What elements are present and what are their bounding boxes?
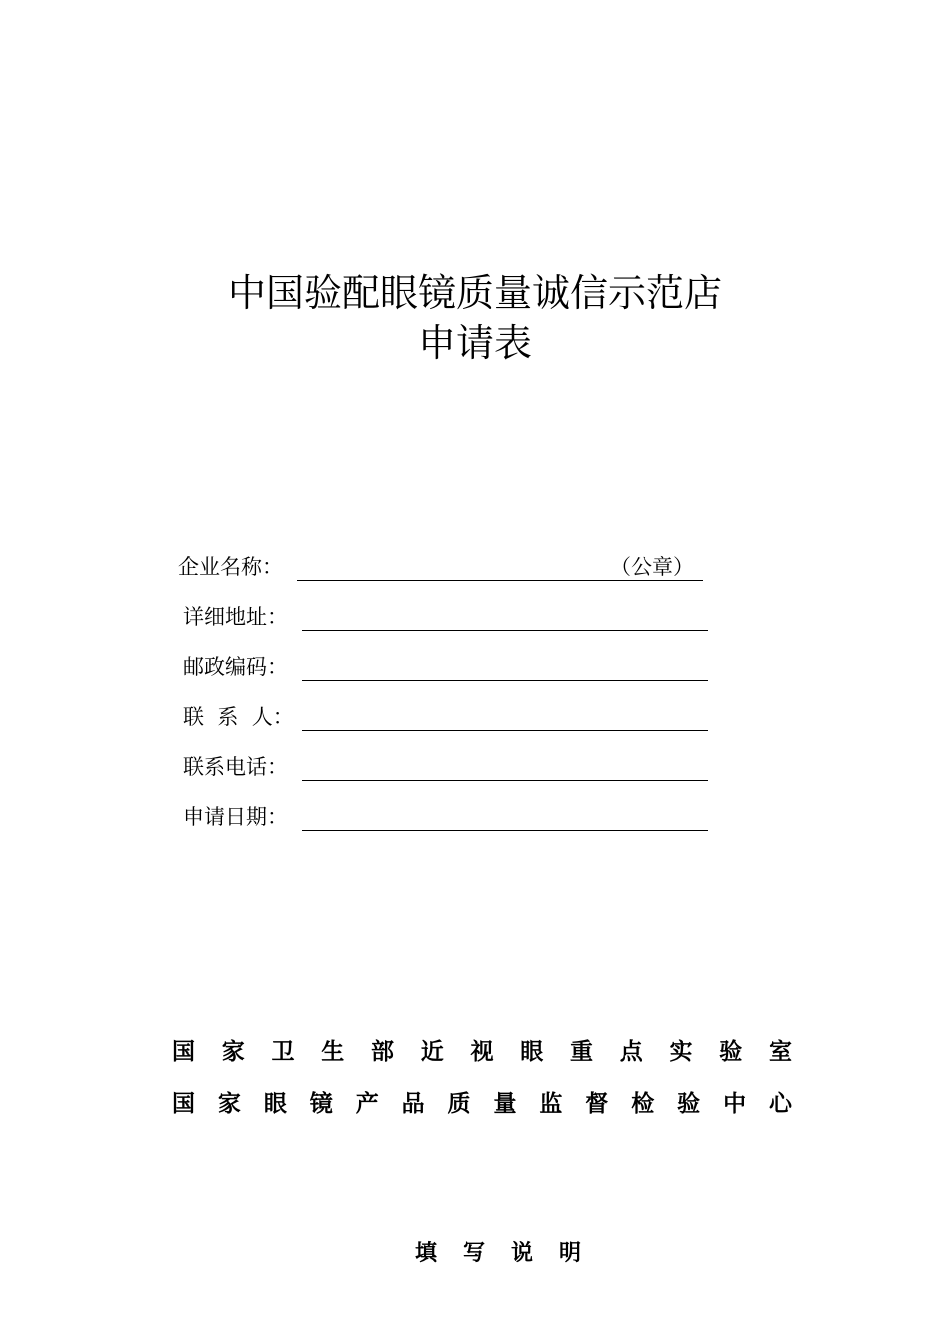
organization-line-1-char: 点 xyxy=(619,1038,643,1065)
organization-line-1-char: 视 xyxy=(470,1038,494,1065)
organization-line-1-char: 眼 xyxy=(520,1038,544,1065)
organization-line-2-char: 镜 xyxy=(309,1090,333,1117)
organization-line-1-char: 实 xyxy=(669,1038,693,1065)
organization-line-1-char: 国 xyxy=(172,1038,195,1065)
field-blank-application-date[interactable] xyxy=(302,830,708,831)
field-label-application-date: 申请日期： xyxy=(183,805,288,829)
organization-line-1 xyxy=(172,1034,792,1070)
organization-line-1-char: 家 xyxy=(221,1038,245,1065)
organization-line-1-char: 生 xyxy=(321,1038,345,1065)
organization-line-2-char: 家 xyxy=(217,1090,241,1117)
field-blank-address[interactable] xyxy=(302,630,708,631)
form-title xyxy=(0,268,950,368)
field-blank-phone[interactable] xyxy=(302,780,708,781)
organization-line-1-char: 近 xyxy=(420,1038,444,1065)
instructions-heading-char: 写 xyxy=(462,1240,485,1266)
field-label-postal-code: 邮政编码： xyxy=(183,655,288,679)
organization-line-2-char: 品 xyxy=(401,1090,425,1117)
organization-line-2-char: 眼 xyxy=(263,1090,287,1117)
field-company-name xyxy=(0,548,950,588)
form-title-line-1: 中国验配眼镜质量诚信示范店 xyxy=(227,271,722,315)
field-label-contact-person: 联 系 人： xyxy=(183,705,294,729)
organization-line-1-char: 室 xyxy=(769,1038,792,1065)
organization-line-2-char: 产 xyxy=(355,1090,379,1117)
field-label-phone: 联系电话： xyxy=(183,755,288,779)
field-contact-person xyxy=(0,698,950,738)
organization-line-2-char: 验 xyxy=(677,1090,701,1117)
field-address xyxy=(0,598,950,638)
field-label-company-name: 企业名称： xyxy=(178,555,283,579)
organization-line-2-char: 量 xyxy=(493,1090,517,1117)
form-title-line-2: 申请表 xyxy=(417,321,532,365)
field-blank-contact-person[interactable] xyxy=(302,730,708,731)
field-application-date xyxy=(0,798,950,838)
field-label-address: 详细地址： xyxy=(183,605,288,629)
organization-line-2-char: 质 xyxy=(447,1090,471,1117)
instructions-heading-char: 说 xyxy=(510,1240,533,1266)
instructions-heading xyxy=(415,1236,581,1270)
organization-line-2-char: 中 xyxy=(723,1090,747,1117)
organization-line-1-char: 卫 xyxy=(271,1038,295,1065)
field-blank-postal-code[interactable] xyxy=(302,680,708,681)
organization-line-1-char: 重 xyxy=(570,1038,593,1065)
organization-line-1-char: 部 xyxy=(371,1038,394,1065)
field-phone xyxy=(0,748,950,788)
organization-line-2-char: 督 xyxy=(585,1090,609,1117)
organization-line-2-char: 国 xyxy=(172,1090,195,1117)
organization-line-1-char: 验 xyxy=(719,1038,743,1065)
instructions-heading-char: 填 xyxy=(415,1240,438,1266)
company-seal-note: （公章） xyxy=(610,555,694,579)
field-postal-code xyxy=(0,648,950,688)
organization-line-2-char: 监 xyxy=(539,1090,563,1117)
organization-line-2 xyxy=(172,1086,792,1122)
organization-line-2-char: 检 xyxy=(631,1090,655,1117)
instructions-heading-char: 明 xyxy=(558,1240,581,1266)
organization-line-2-char: 心 xyxy=(768,1090,792,1117)
